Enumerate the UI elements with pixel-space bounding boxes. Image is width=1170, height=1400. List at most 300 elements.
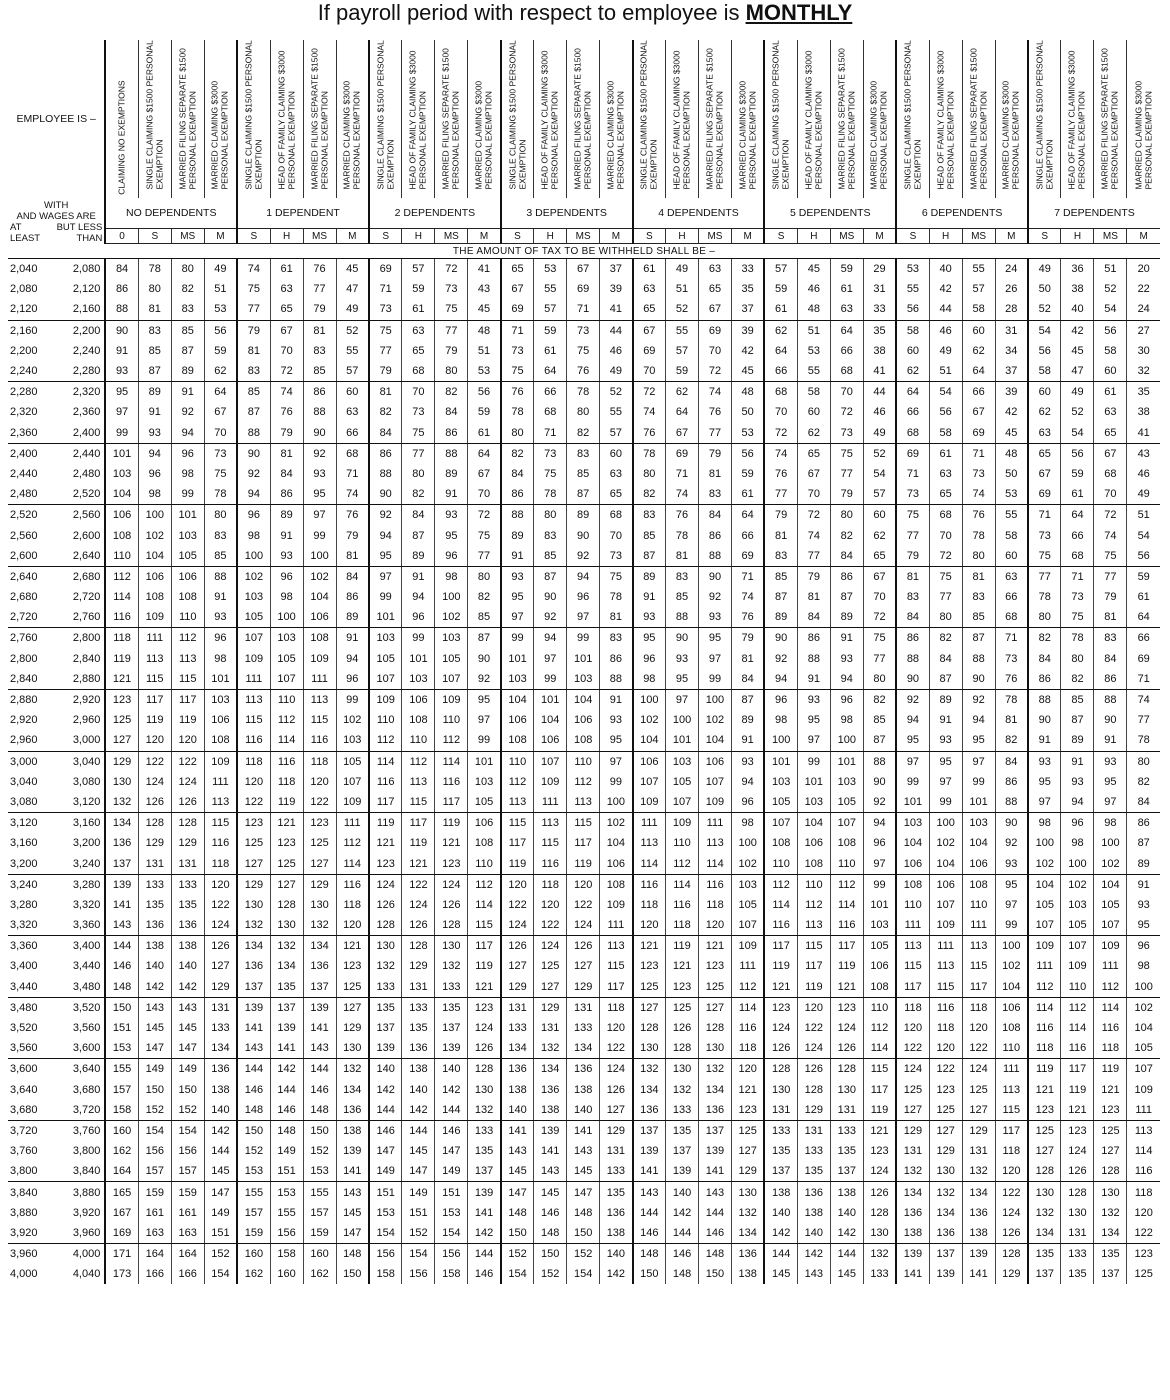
tax-amount: 125 — [105, 710, 138, 730]
tax-amount: 60 — [600, 443, 633, 464]
tax-amount: 108 — [105, 525, 138, 545]
tax-amount: 152 — [402, 1223, 435, 1244]
tax-amount: 139 — [270, 1018, 303, 1038]
tax-amount: 87 — [534, 566, 567, 587]
tax-amount: 75 — [435, 299, 468, 320]
tax-amount: 64 — [830, 320, 863, 341]
tax-amount: 150 — [171, 1080, 204, 1100]
tax-amount: 117 — [764, 936, 797, 957]
tax-amount: 91 — [1028, 730, 1061, 751]
tax-amount: 51 — [797, 320, 830, 341]
tax-amount: 53 — [797, 341, 830, 361]
tax-amount: 39 — [600, 279, 633, 299]
tax-amount: 138 — [962, 1223, 995, 1244]
tax-amount: 59 — [534, 320, 567, 341]
tax-amount: 95 — [1028, 772, 1061, 792]
tax-amount: 136 — [699, 1100, 732, 1121]
tax-amount: 88 — [501, 505, 534, 526]
tax-amount: 140 — [402, 1080, 435, 1100]
tax-amount: 111 — [600, 915, 633, 936]
tax-amount: 111 — [731, 956, 764, 976]
tax-amount: 89 — [402, 546, 435, 567]
tax-amount: 70 — [699, 341, 732, 361]
tax-amount: 120 — [534, 895, 567, 915]
tax-amount: 102 — [699, 710, 732, 730]
tax-amount: 153 — [369, 1203, 402, 1223]
status-code: H — [402, 229, 435, 244]
wage-less-than: 2,880 — [57, 669, 106, 690]
tax-amount: 136 — [501, 1059, 534, 1080]
tax-amount: 147 — [402, 1161, 435, 1182]
tax-amount: 108 — [896, 874, 929, 895]
tax-amount: 82 — [633, 484, 666, 505]
status-code: S — [138, 229, 171, 244]
tax-amount: 118 — [534, 874, 567, 895]
column-heading: MARRIED FILING SEPARATE $1500 PERSONAL EXEMPTION — [567, 40, 600, 198]
tax-amount: 49 — [204, 259, 237, 280]
tax-amount: 88 — [303, 402, 336, 422]
column-heading: SINGLE CLAIMING $1500 PERSONAL EXEMPTION — [1028, 40, 1061, 198]
tax-amount: 91 — [929, 710, 962, 730]
tax-amount: 83 — [204, 525, 237, 545]
tax-amount: 58 — [995, 525, 1028, 545]
tax-amount: 126 — [666, 1018, 699, 1038]
page-title — [0, 0, 1170, 30]
tax-amount: 154 — [402, 1244, 435, 1265]
tax-amount: 157 — [105, 1080, 138, 1100]
tax-amount: 133 — [600, 1161, 633, 1182]
tax-amount: 99 — [501, 628, 534, 649]
wage-at-least: 3,160 — [10, 837, 38, 850]
tax-amount: 89 — [435, 464, 468, 484]
tax-amount: 101 — [501, 649, 534, 669]
tax-amount: 108 — [962, 874, 995, 895]
tax-amount: 130 — [105, 772, 138, 792]
tax-amount: 97 — [501, 607, 534, 628]
tax-amount: 109 — [666, 813, 699, 834]
tax-amount: 51 — [204, 279, 237, 299]
tax-amount: 70 — [600, 525, 633, 545]
tax-amount: 56 — [468, 382, 501, 403]
tax-amount: 127 — [534, 977, 567, 998]
tax-amount: 125 — [929, 1100, 962, 1121]
wage-less-than: 2,480 — [72, 467, 101, 480]
tax-amount: 70 — [830, 382, 863, 403]
status-code: S — [896, 229, 929, 244]
tax-amount: 92 — [468, 669, 501, 690]
tax-amount: 61 — [830, 279, 863, 299]
tax-amount: 145 — [171, 1018, 204, 1038]
tax-amount: 106 — [995, 997, 1028, 1018]
column-heading: MARRIED FILING SEPARATE $1500 PERSONAL EXEMPTION — [699, 40, 732, 198]
tax-amount: 95 — [995, 874, 1028, 895]
status-code: S — [501, 229, 534, 244]
wage-less-than: 3,240 — [57, 853, 106, 874]
tax-amount: 149 — [171, 1059, 204, 1080]
tax-amount: 85 — [303, 361, 336, 382]
tax-amount: 88 — [797, 649, 830, 669]
tax-amount: 114 — [830, 895, 863, 915]
tax-amount: 127 — [633, 997, 666, 1018]
tax-amount: 66 — [896, 402, 929, 422]
tax-amount: 90 — [863, 772, 896, 792]
table-row — [8, 259, 1160, 280]
tax-amount: 91 — [105, 341, 138, 361]
tax-amount: 136 — [402, 1038, 435, 1059]
tax-amount: 73 — [600, 546, 633, 567]
tax-amount: 110 — [863, 997, 896, 1018]
tax-amount: 57 — [666, 341, 699, 361]
tax-amount: 137 — [270, 997, 303, 1018]
tax-amount: 72 — [863, 607, 896, 628]
tax-amount: 118 — [237, 751, 270, 772]
tax-amount: 154 — [501, 1264, 534, 1284]
tax-amount: 64 — [764, 341, 797, 361]
tax-amount: 76 — [764, 464, 797, 484]
tax-amount: 100 — [1028, 833, 1061, 853]
tax-amount: 88 — [105, 299, 138, 320]
tax-amount: 135 — [171, 895, 204, 915]
tax-amount: 87 — [402, 525, 435, 545]
tax-amount: 124 — [501, 915, 534, 936]
tax-amount: 75 — [600, 566, 633, 587]
tax-amount: 89 — [633, 566, 666, 587]
tax-amount: 108 — [204, 730, 237, 751]
column-heading: MARRIED CLAIMING $3000 PERSONAL EXEMPTION — [1127, 40, 1160, 198]
tax-amount: 101 — [830, 751, 863, 772]
tax-amount: 93 — [303, 464, 336, 484]
tax-amount: 70 — [204, 423, 237, 444]
tax-amount: 69 — [731, 546, 764, 567]
tax-amount: 117 — [896, 977, 929, 998]
tax-amount: 139 — [666, 1161, 699, 1182]
tax-amount: 67 — [501, 279, 534, 299]
tax-amount: 93 — [501, 566, 534, 587]
tax-amount: 86 — [797, 628, 830, 649]
tax-amount: 81 — [699, 464, 732, 484]
tax-amount: 151 — [435, 1182, 468, 1203]
tax-amount: 97 — [1094, 792, 1127, 813]
tax-amount: 139 — [237, 997, 270, 1018]
tax-amount: 106 — [468, 813, 501, 834]
tax-amount: 131 — [830, 1100, 863, 1121]
tax-amount: 59 — [402, 279, 435, 299]
tax-amount: 119 — [270, 792, 303, 813]
tax-amount: 77 — [699, 423, 732, 444]
tax-amount: 112 — [105, 566, 138, 587]
tax-amount: 108 — [600, 874, 633, 895]
tax-amount: 77 — [237, 299, 270, 320]
tax-amount: 97 — [1028, 792, 1061, 813]
tax-amount: 110 — [402, 730, 435, 751]
tax-amount: 122 — [995, 1182, 1028, 1203]
tax-amount: 116 — [336, 874, 369, 895]
tax-amount: 86 — [336, 587, 369, 607]
tax-amount: 116 — [764, 915, 797, 936]
tax-amount: 57 — [600, 423, 633, 444]
tax-amount: 112 — [402, 751, 435, 772]
tax-amount: 108 — [402, 710, 435, 730]
tax-amount: 79 — [1094, 587, 1127, 607]
table-row — [8, 607, 1160, 628]
status-code-row — [8, 229, 1160, 244]
tax-amount: 43 — [1127, 443, 1160, 464]
tax-amount: 128 — [270, 895, 303, 915]
tax-amount: 159 — [237, 1223, 270, 1244]
tax-amount: 54 — [863, 464, 896, 484]
tax-amount: 75 — [468, 525, 501, 545]
tax-amount: 78 — [962, 525, 995, 545]
table-row — [8, 649, 1160, 669]
tax-amount: 123 — [1028, 1100, 1061, 1121]
tax-amount: 114 — [468, 895, 501, 915]
tax-amount: 59 — [764, 279, 797, 299]
column-heading: HEAD OF FAMILY CLAIMING $3000 PERSONAL EXEMPTION — [666, 40, 699, 198]
tax-amount: 120 — [303, 772, 336, 792]
tax-amount: 87 — [731, 689, 764, 710]
tax-amount: 53 — [731, 423, 764, 444]
tax-amount: 103 — [731, 874, 764, 895]
tax-amount: 116 — [435, 772, 468, 792]
tax-amount: 67 — [633, 320, 666, 341]
wage-less-than: 2,240 — [72, 344, 101, 357]
tax-amount: 103 — [764, 772, 797, 792]
tax-amount: 104 — [534, 710, 567, 730]
tax-amount: 78 — [534, 484, 567, 505]
tax-amount: 118 — [336, 895, 369, 915]
tax-amount: 61 — [731, 484, 764, 505]
tax-amount: 139 — [896, 1244, 929, 1265]
dependents-group-label: 1 DEPENDENT — [237, 198, 369, 229]
tax-amount: 69 — [501, 299, 534, 320]
tax-amount: 134 — [962, 1182, 995, 1203]
tax-amount: 132 — [1094, 1203, 1127, 1223]
tax-amount: 92 — [699, 587, 732, 607]
tax-amount: 109 — [138, 607, 171, 628]
tax-amount: 129 — [995, 1264, 1028, 1284]
column-heading: MARRIED FILING SEPARATE $1500 PERSONAL EXEMPTION — [171, 40, 204, 198]
tax-amount: 106 — [633, 751, 666, 772]
tax-amount: 56 — [896, 299, 929, 320]
tax-amount: 121 — [336, 936, 369, 957]
column-heading: HEAD OF FAMILY CLAIMING $3000 PERSONAL EXEMPTION — [1061, 40, 1094, 198]
tax-amount: 72 — [1094, 505, 1127, 526]
tax-amount: 97 — [666, 689, 699, 710]
tax-amount: 85 — [204, 546, 237, 567]
wage-at-least: 3,480 — [10, 1001, 38, 1014]
tax-amount: 57 — [336, 361, 369, 382]
table-row — [8, 813, 1160, 834]
tax-amount: 109 — [369, 689, 402, 710]
tax-amount: 123 — [270, 833, 303, 853]
tax-amount: 64 — [468, 443, 501, 464]
tax-amount: 109 — [1028, 936, 1061, 957]
tax-amount: 80 — [929, 607, 962, 628]
tax-amount: 104 — [567, 689, 600, 710]
tax-amount: 151 — [105, 1018, 138, 1038]
tax-amount: 125 — [731, 1120, 764, 1141]
tax-amount: 147 — [369, 1141, 402, 1161]
tax-amount: 137 — [830, 1161, 863, 1182]
tax-amount: 82 — [863, 689, 896, 710]
tax-amount: 143 — [797, 1264, 830, 1284]
tax-amount: 116 — [830, 915, 863, 936]
tax-amount: 46 — [929, 320, 962, 341]
tax-amount: 72 — [699, 361, 732, 382]
tax-amount: 83 — [962, 587, 995, 607]
tax-amount: 150 — [138, 1080, 171, 1100]
tax-amount: 97 — [929, 772, 962, 792]
tax-amount: 95 — [797, 710, 830, 730]
wage-at-least: 2,560 — [10, 529, 38, 542]
tax-amount: 86 — [600, 649, 633, 669]
tax-amount: 109 — [435, 689, 468, 710]
tax-amount: 142 — [764, 1223, 797, 1244]
tax-amount: 31 — [863, 279, 896, 299]
table-row — [8, 1080, 1160, 1100]
tax-amount: 99 — [699, 669, 732, 690]
tax-amount: 90 — [896, 669, 929, 690]
tax-amount: 101 — [797, 772, 830, 792]
tax-amount: 59 — [666, 361, 699, 382]
wage-less-than: 4,000 — [72, 1248, 101, 1261]
tax-amount: 122 — [138, 751, 171, 772]
tax-amount: 103 — [863, 915, 896, 936]
tax-amount: 127 — [1028, 1141, 1061, 1161]
tax-amount: 133 — [171, 874, 204, 895]
tax-amount: 94 — [962, 710, 995, 730]
tax-amount: 154 — [369, 1223, 402, 1244]
tax-amount: 108 — [171, 587, 204, 607]
tax-amount: 85 — [1061, 689, 1094, 710]
tax-amount: 87 — [171, 341, 204, 361]
tax-amount: 103 — [336, 730, 369, 751]
tax-amount: 116 — [699, 874, 732, 895]
tax-amount: 68 — [929, 505, 962, 526]
tax-amount: 63 — [336, 402, 369, 422]
tax-amount: 110 — [171, 607, 204, 628]
tax-amount: 60 — [797, 402, 830, 422]
tax-amount: 109 — [237, 649, 270, 669]
tax-amount: 88 — [435, 443, 468, 464]
tax-amount: 69 — [369, 259, 402, 280]
wage-less-than: 3,760 — [72, 1124, 101, 1137]
tax-amount: 132 — [962, 1161, 995, 1182]
tax-amount: 135 — [1094, 1244, 1127, 1265]
tax-amount: 126 — [369, 895, 402, 915]
tax-amount: 125 — [699, 977, 732, 998]
tax-amount: 133 — [863, 1264, 896, 1284]
tax-amount: 113 — [699, 833, 732, 853]
tax-amount: 84 — [699, 505, 732, 526]
tax-amount: 76 — [303, 259, 336, 280]
tax-amount: 42 — [1061, 320, 1094, 341]
tax-amount: 142 — [402, 1100, 435, 1121]
tax-amount: 38 — [1127, 402, 1160, 422]
tax-amount: 72 — [435, 259, 468, 280]
tax-amount: 88 — [1094, 689, 1127, 710]
column-heading: MARRIED CLAIMING $3000 PERSONAL EXEMPTION — [336, 40, 369, 198]
tax-amount: 118 — [929, 1018, 962, 1038]
tax-amount: 110 — [962, 895, 995, 915]
tax-amount: 93 — [1028, 751, 1061, 772]
tax-amount: 88 — [237, 423, 270, 444]
tax-amount: 107 — [435, 669, 468, 690]
tax-amount: 86 — [699, 525, 732, 545]
tax-amount: 63 — [830, 299, 863, 320]
tax-amount: 164 — [105, 1161, 138, 1182]
tax-amount: 59 — [1127, 566, 1160, 587]
tax-amount: 103 — [270, 628, 303, 649]
tax-amount: 85 — [138, 341, 171, 361]
dependents-group-label: 7 DEPENDENTS — [1028, 198, 1160, 229]
tax-amount: 56 — [1061, 443, 1094, 464]
wage-less-than: 3,520 — [72, 1001, 101, 1014]
tax-amount: 139 — [336, 1141, 369, 1161]
wage-at-least: 3,520 — [10, 1022, 38, 1035]
tax-amount: 134 — [105, 813, 138, 834]
table-row — [8, 484, 1160, 505]
tax-amount: 109 — [731, 936, 764, 957]
tax-amount: 153 — [303, 1161, 336, 1182]
tax-amount: 162 — [237, 1264, 270, 1284]
tax-amount: 146 — [666, 1244, 699, 1265]
tax-amount: 65 — [600, 484, 633, 505]
tax-amount: 81 — [600, 607, 633, 628]
tax-amount: 59 — [204, 341, 237, 361]
tax-amount: 78 — [1127, 730, 1160, 751]
tax-amount: 94 — [534, 628, 567, 649]
tax-amount: 87 — [764, 587, 797, 607]
tax-amount: 64 — [962, 361, 995, 382]
wage-less-than: 3,840 — [57, 1161, 106, 1182]
wages-label: WITH AND WAGES ARE AT LEAST BUT LESS THAN — [10, 199, 103, 244]
tax-amount: 145 — [336, 1203, 369, 1223]
tax-amount: 123 — [468, 997, 501, 1018]
tax-amount: 124 — [435, 874, 468, 895]
tax-amount: 100 — [435, 587, 468, 607]
tax-amount: 115 — [797, 936, 830, 957]
tax-amount: 109 — [204, 751, 237, 772]
wage-less-than: 3,400 — [72, 940, 101, 953]
column-heading: SINGLE CLAIMING $1500 PERSONAL EXEMPTION — [138, 40, 171, 198]
tax-amount: 55 — [995, 505, 1028, 526]
tax-amount: 116 — [204, 833, 237, 853]
tax-amount: 113 — [138, 649, 171, 669]
tax-amount: 157 — [237, 1203, 270, 1223]
tax-amount: 62 — [962, 341, 995, 361]
tax-amount: 103 — [435, 628, 468, 649]
tax-amount: 147 — [567, 1182, 600, 1203]
tax-amount: 141 — [336, 1161, 369, 1182]
tax-amount: 117 — [171, 689, 204, 710]
tax-amount: 90 — [369, 484, 402, 505]
tax-amount: 69 — [962, 423, 995, 444]
tax-amount: 85 — [567, 464, 600, 484]
tax-amount: 124 — [534, 936, 567, 957]
tax-amount: 74 — [699, 382, 732, 403]
tax-amount: 105 — [863, 936, 896, 957]
tax-amount: 100 — [1061, 853, 1094, 874]
tax-amount: 117 — [995, 1120, 1028, 1141]
tax-amount: 77 — [929, 587, 962, 607]
tax-amount: 93 — [995, 853, 1028, 874]
tax-amount: 61 — [534, 341, 567, 361]
tax-amount: 74 — [962, 484, 995, 505]
tax-amount: 138 — [731, 1264, 764, 1284]
tax-amount: 93 — [830, 649, 863, 669]
tax-amount: 83 — [600, 628, 633, 649]
